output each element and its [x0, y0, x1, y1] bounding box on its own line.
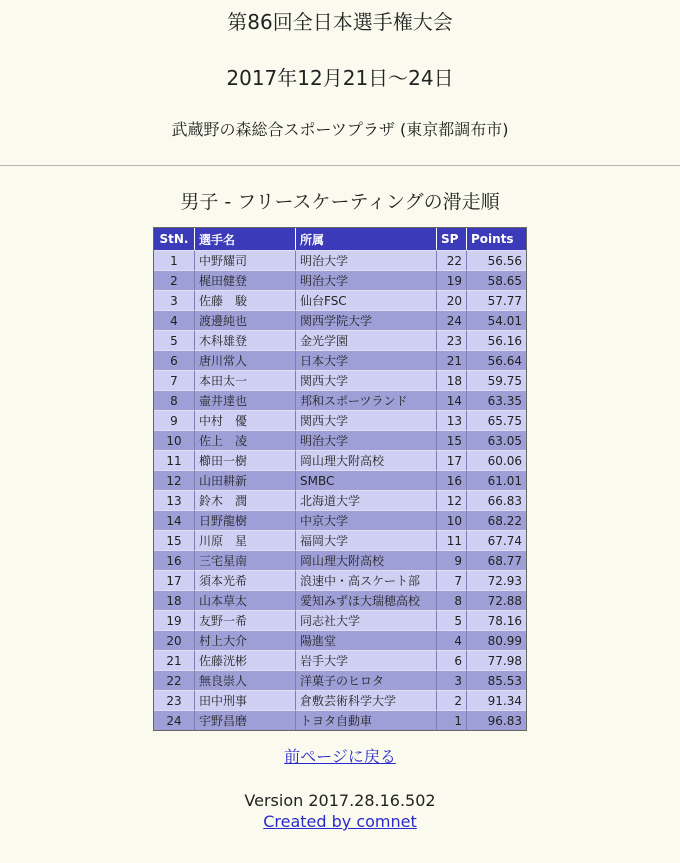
cell-stn: 17	[154, 570, 195, 590]
table-row	[154, 410, 526, 430]
cell-points: 80.99	[467, 630, 526, 650]
cell-points: 67.74	[467, 530, 526, 550]
cell-club: 関西学院大学	[296, 310, 437, 330]
event-dates: 2017年12月21日～24日	[226, 66, 454, 90]
cell-sp-rank: 3	[437, 670, 467, 690]
version-text: Version 2017.28.16.502	[244, 791, 436, 810]
cell-club: 関西大学	[296, 370, 437, 390]
cell-points: 68.22	[467, 510, 526, 530]
cell-skater-name: 宇野昌磨	[195, 710, 296, 730]
cell-sp-rank: 21	[437, 350, 467, 370]
cell-points: 66.83	[467, 490, 526, 510]
cell-skater-name: 唐川常人	[195, 350, 296, 370]
cell-skater-name: 櫛田一樹	[195, 450, 296, 470]
column-header-club: 所属	[296, 228, 437, 250]
table-row	[154, 330, 526, 350]
event-title: 第86回全日本選手権大会	[227, 10, 453, 34]
table-row	[154, 430, 526, 450]
cell-stn: 13	[154, 490, 195, 510]
cell-sp-rank: 9	[437, 550, 467, 570]
cell-club: 日本大学	[296, 350, 437, 370]
cell-stn: 10	[154, 430, 195, 450]
section-title: 男子 - フリースケーティングの滑走順	[180, 191, 500, 213]
cell-club: 邦和スポーツランド	[296, 390, 437, 410]
cell-club: 福岡大学	[296, 530, 437, 550]
cell-sp-rank: 24	[437, 310, 467, 330]
cell-stn: 14	[154, 510, 195, 530]
table-row	[154, 250, 526, 270]
header-divider	[0, 165, 680, 166]
cell-points: 63.05	[467, 430, 526, 450]
table-row	[154, 390, 526, 410]
cell-skater-name: 須本光希	[195, 570, 296, 590]
cell-sp-rank: 20	[437, 290, 467, 310]
cell-club: 洋菓子のヒロタ	[296, 670, 437, 690]
cell-club: 関西大学	[296, 410, 437, 430]
cell-stn: 15	[154, 530, 195, 550]
cell-club: 北海道大学	[296, 490, 437, 510]
cell-club: 岡山理大附高校	[296, 550, 437, 570]
cell-stn: 24	[154, 710, 195, 730]
cell-stn: 6	[154, 350, 195, 370]
cell-stn: 18	[154, 590, 195, 610]
table-row	[154, 650, 526, 670]
cell-points: 63.35	[467, 390, 526, 410]
cell-stn: 20	[154, 630, 195, 650]
cell-stn: 5	[154, 330, 195, 350]
cell-sp-rank: 15	[437, 430, 467, 450]
cell-points: 58.65	[467, 270, 526, 290]
table-row	[154, 670, 526, 690]
cell-skater-name: 川原 星	[195, 530, 296, 550]
cell-sp-rank: 22	[437, 250, 467, 270]
table-row	[154, 550, 526, 570]
cell-points: 56.16	[467, 330, 526, 350]
table-row	[154, 370, 526, 390]
table-row	[154, 450, 526, 470]
cell-points: 91.34	[467, 690, 526, 710]
table-body	[154, 250, 526, 730]
cell-stn: 3	[154, 290, 195, 310]
cell-skater-name: 梶田健登	[195, 270, 296, 290]
cell-skater-name: 友野一希	[195, 610, 296, 630]
cell-points: 78.16	[467, 610, 526, 630]
cell-points: 77.98	[467, 650, 526, 670]
cell-stn: 16	[154, 550, 195, 570]
cell-skater-name: 田中刑事	[195, 690, 296, 710]
table-row	[154, 270, 526, 290]
cell-stn: 22	[154, 670, 195, 690]
cell-skater-name: 木科雄登	[195, 330, 296, 350]
cell-points: 56.56	[467, 250, 526, 270]
cell-points: 72.88	[467, 590, 526, 610]
column-header-name: 選手名	[195, 228, 296, 250]
cell-sp-rank: 18	[437, 370, 467, 390]
table-header-row	[154, 228, 526, 250]
cell-skater-name: 佐藤洸彬	[195, 650, 296, 670]
cell-points: 68.77	[467, 550, 526, 570]
cell-stn: 2	[154, 270, 195, 290]
cell-points: 56.64	[467, 350, 526, 370]
cell-skater-name: 日野龍樹	[195, 510, 296, 530]
cell-points: 96.83	[467, 710, 526, 730]
cell-sp-rank: 11	[437, 530, 467, 550]
table-row	[154, 610, 526, 630]
cell-skater-name: 鈴木 潤	[195, 490, 296, 510]
cell-club: 同志社大学	[296, 610, 437, 630]
cell-sp-rank: 13	[437, 410, 467, 430]
cell-skater-name: 渡邊純也	[195, 310, 296, 330]
table-row	[154, 570, 526, 590]
cell-sp-rank: 1	[437, 710, 467, 730]
column-header-points: Points	[467, 228, 526, 250]
cell-sp-rank: 19	[437, 270, 467, 290]
table-row	[154, 290, 526, 310]
cell-sp-rank: 14	[437, 390, 467, 410]
cell-skater-name: 山本草太	[195, 590, 296, 610]
cell-club: トヨタ自動車	[296, 710, 437, 730]
cell-points: 65.75	[467, 410, 526, 430]
credit-link[interactable]: Created by comnet	[263, 812, 417, 831]
cell-points: 85.53	[467, 670, 526, 690]
cell-sp-rank: 8	[437, 590, 467, 610]
cell-skater-name: 本田太一	[195, 370, 296, 390]
cell-stn: 12	[154, 470, 195, 490]
cell-points: 57.77	[467, 290, 526, 310]
footer	[0, 731, 680, 833]
cell-sp-rank: 4	[437, 630, 467, 650]
cell-stn: 19	[154, 610, 195, 630]
skating-order-table	[153, 227, 527, 731]
table-row	[154, 530, 526, 550]
cell-points: 61.01	[467, 470, 526, 490]
cell-points: 60.06	[467, 450, 526, 470]
cell-club: 岡山理大附高校	[296, 450, 437, 470]
cell-stn: 4	[154, 310, 195, 330]
cell-sp-rank: 23	[437, 330, 467, 350]
cell-club: 仙台FSC	[296, 290, 437, 310]
page-header	[0, 0, 680, 149]
back-link[interactable]: 前ページに戻る	[284, 747, 396, 766]
event-venue: 武蔵野の森総合スポーツプラザ (東京都調布市)	[171, 120, 509, 139]
cell-club: 金光学園	[296, 330, 437, 350]
cell-points: 54.01	[467, 310, 526, 330]
cell-club: 岩手大学	[296, 650, 437, 670]
cell-skater-name: 佐藤 駿	[195, 290, 296, 310]
cell-stn: 11	[154, 450, 195, 470]
cell-sp-rank: 6	[437, 650, 467, 670]
cell-sp-rank: 5	[437, 610, 467, 630]
cell-sp-rank: 2	[437, 690, 467, 710]
cell-stn: 9	[154, 410, 195, 430]
cell-club: 浪速中・高スケート部	[296, 570, 437, 590]
table-wrapper	[0, 227, 680, 731]
cell-skater-name: 三宅星南	[195, 550, 296, 570]
cell-club: 明治大学	[296, 270, 437, 290]
cell-sp-rank: 7	[437, 570, 467, 590]
cell-skater-name: 村上大介	[195, 630, 296, 650]
cell-stn: 21	[154, 650, 195, 670]
table-row	[154, 690, 526, 710]
cell-stn: 7	[154, 370, 195, 390]
table-row	[154, 710, 526, 730]
table-row	[154, 490, 526, 510]
cell-club: 明治大学	[296, 250, 437, 270]
table-row	[154, 350, 526, 370]
cell-skater-name: 中野耀司	[195, 250, 296, 270]
cell-sp-rank: 10	[437, 510, 467, 530]
cell-club: 明治大学	[296, 430, 437, 450]
cell-skater-name: 中村 優	[195, 410, 296, 430]
cell-points: 59.75	[467, 370, 526, 390]
cell-club: 中京大学	[296, 510, 437, 530]
cell-points: 72.93	[467, 570, 526, 590]
cell-skater-name: 壷井達也	[195, 390, 296, 410]
table-row	[154, 510, 526, 530]
cell-sp-rank: 17	[437, 450, 467, 470]
cell-club: 愛知みずほ大瑞穂高校	[296, 590, 437, 610]
cell-stn: 1	[154, 250, 195, 270]
cell-sp-rank: 16	[437, 470, 467, 490]
table-row	[154, 590, 526, 610]
cell-sp-rank: 12	[437, 490, 467, 510]
cell-club: SMBC	[296, 470, 437, 490]
table-row	[154, 470, 526, 490]
table-row	[154, 630, 526, 650]
cell-skater-name: 山田耕新	[195, 470, 296, 490]
cell-skater-name: 佐上 凌	[195, 430, 296, 450]
cell-skater-name: 無良崇人	[195, 670, 296, 690]
column-header-stn: StN.	[154, 228, 195, 250]
cell-stn: 8	[154, 390, 195, 410]
cell-stn: 23	[154, 690, 195, 710]
cell-club: 倉敷芸術科学大学	[296, 690, 437, 710]
column-header-sp: SP	[437, 228, 467, 250]
cell-club: 陽進堂	[296, 630, 437, 650]
table-row	[154, 310, 526, 330]
